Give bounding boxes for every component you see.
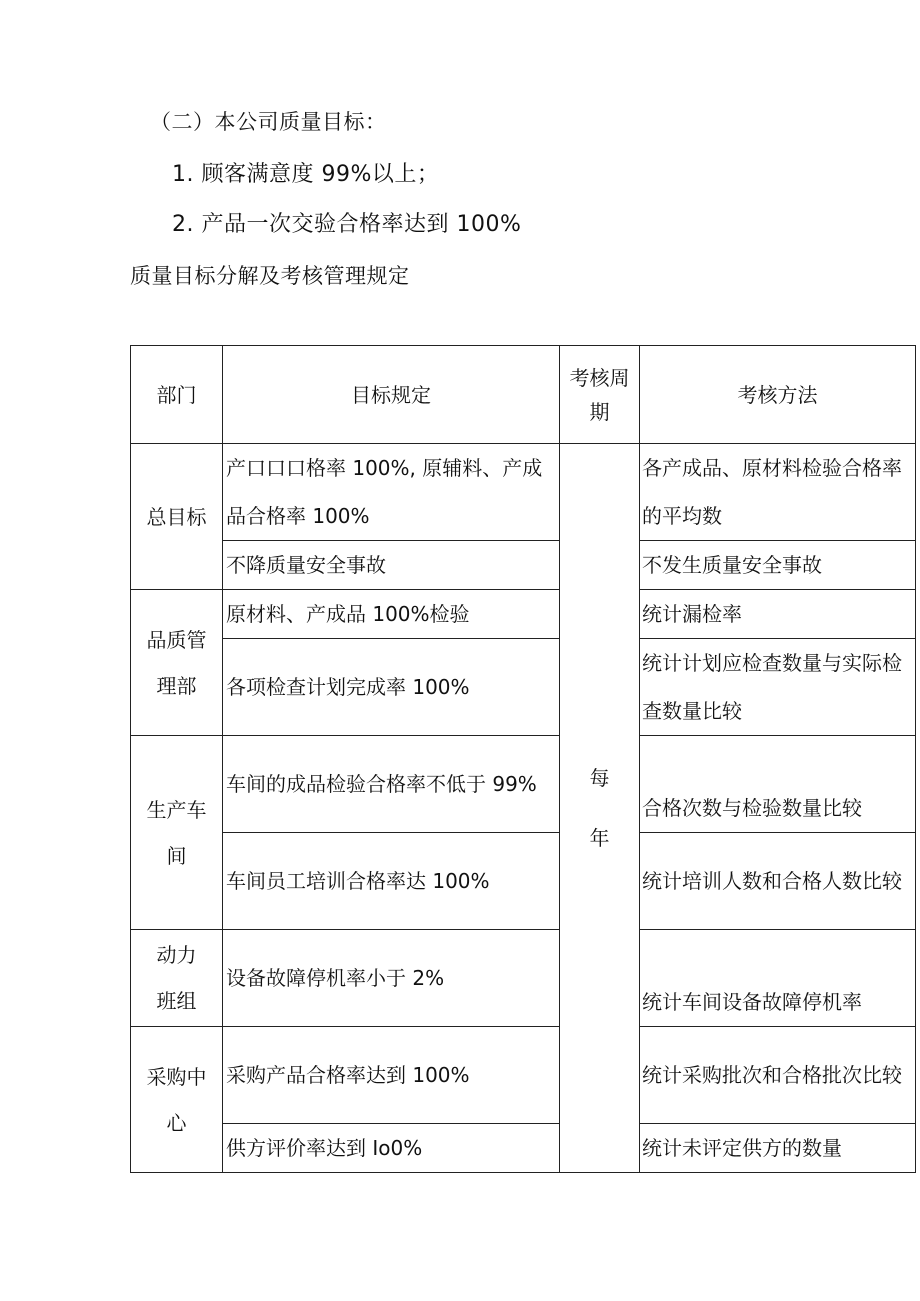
- table-title: 质量目标分解及考核管理规定: [130, 264, 410, 288]
- goal-cell: 不降质量安全事故: [223, 541, 560, 590]
- method-cell: 统计漏检率: [640, 590, 916, 639]
- method-cell: 统计培训人数和合格人数比较: [640, 833, 916, 930]
- dept-cell: 总目标: [131, 444, 223, 590]
- goal-cell: 车间员工培训合格率达 100%: [223, 833, 560, 930]
- header-cycle-label: 考核周期: [569, 365, 630, 424]
- method-cell: 合格次数与检验数量比较: [640, 736, 916, 833]
- section-heading: （二）本公司质量目标：: [150, 110, 387, 134]
- goal-cell: 原材料、产成品 100%检验: [223, 590, 560, 639]
- dept-label: 品质管理部: [146, 627, 207, 698]
- dept-cell: [131, 1027, 223, 1173]
- method-cell: 不发生质量安全事故: [640, 541, 916, 590]
- table-row: [131, 930, 916, 1027]
- dept-label: 动力班组: [156, 943, 197, 1013]
- quality-goal-table: [130, 345, 916, 1173]
- goal-cell: 供方评价率达到 Io0%: [223, 1124, 560, 1173]
- table-row: [131, 1124, 916, 1173]
- dept-cell: [131, 930, 223, 1027]
- cycle-value: 每年: [589, 766, 610, 850]
- header-cycle: [560, 346, 640, 444]
- dept-label: 生产车间: [146, 797, 207, 868]
- method-cell: 统计采购批次和合格批次比较: [640, 1027, 916, 1124]
- method-cell: 统计未评定供方的数量: [640, 1124, 916, 1173]
- goal-item-2: 2. 产品一次交验合格率达到 100%: [172, 212, 522, 237]
- goal-cell: 采购产品合格率达到 100%: [223, 1027, 560, 1124]
- table-row: [131, 590, 916, 639]
- header-dept: 部门: [131, 346, 223, 444]
- table-row: [131, 833, 916, 930]
- dept-cell: [131, 736, 223, 930]
- goal-cell: 各项检查计划完成率 100%: [223, 639, 560, 736]
- method-cell: 统计计划应检查数量与实际检查数量比较: [640, 639, 916, 736]
- table-row: [131, 639, 916, 736]
- goal-cell: 车间的成品检验合格率不低于 99%: [223, 736, 560, 833]
- goal-cell: 产口口口格率 100%, 原辅料、产成品合格率 100%: [223, 444, 560, 541]
- method-cell: 各产成品、原材料检验合格率的平均数: [640, 444, 916, 541]
- header-goal: 目标规定: [223, 346, 560, 444]
- table-row: [131, 1027, 916, 1124]
- table-row: [131, 736, 916, 833]
- table-header-row: [131, 346, 916, 444]
- method-cell: 统计车间设备故障停机率: [640, 930, 916, 1027]
- goal-cell: 设备故障停机率小于 2%: [223, 930, 560, 1027]
- dept-label: 采购中心: [146, 1064, 207, 1135]
- cycle-cell: [560, 444, 640, 1173]
- table-row: [131, 444, 916, 541]
- goal-item-1: 1. 顾客满意度 99%以上；: [172, 162, 440, 187]
- table-row: [131, 541, 916, 590]
- dept-cell: [131, 590, 223, 736]
- header-method: 考核方法: [640, 346, 916, 444]
